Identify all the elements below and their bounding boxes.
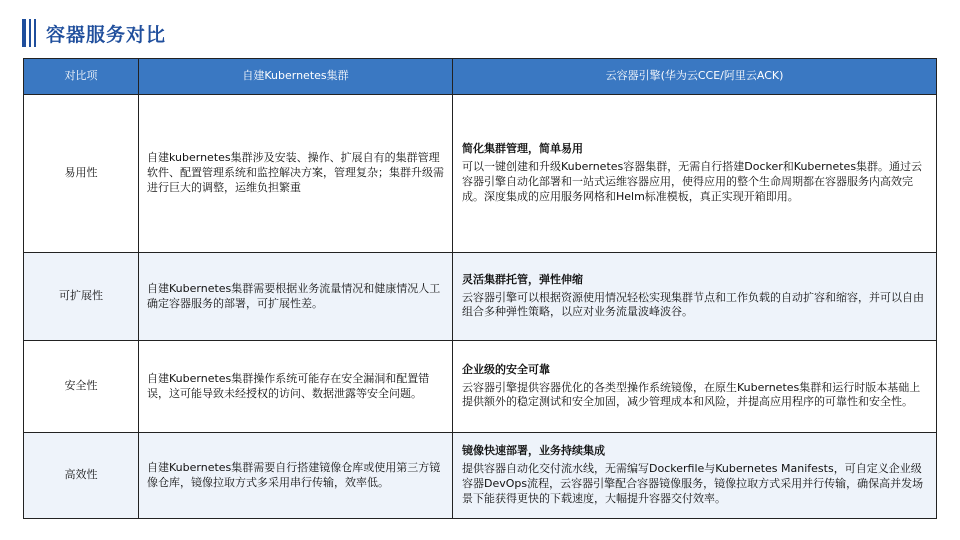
table-header-row — [24, 59, 937, 95]
page-title: 容器服务对比 — [46, 23, 167, 46]
self-built-cell: 自建Kubernetes集群需要根据业务流量情况和健康情况人工确定容器服务的部署，可扩展性差。 — [139, 253, 453, 341]
cloud-cell-desc: 提供容器自动化交付流水线，无需编写Dockerfile与Kubernetes Manifests，可自定义企业级容器DevOps流程，云容器引擎配合容器镜像服务，镜像拉取方式采用并行传输，确保高并发场景下能获得更快的下载速度，大幅提升容器交付效率。 — [462, 462, 924, 505]
cloud-cell — [453, 341, 937, 433]
cloud-cell-desc: 云容器引擎可以根据资源使用情况轻松实现集群节点和工作负载的自动扩容和缩容，并可以自由组合多种弹性策略，以应对业务流量波峰波谷。 — [462, 290, 924, 319]
self-built-cell: 自建Kubernetes集群操作系统可能存在安全漏洞和配置错误，这可能导致未经授权的访问、数据泄露等安全问题。 — [139, 341, 453, 433]
table-row — [24, 95, 937, 253]
header-cloud: 云容器引擎(华为云CCE/阿里云ACK) — [453, 59, 937, 95]
title-accent-icon — [22, 19, 36, 47]
cloud-cell — [453, 253, 937, 341]
comparison-table — [23, 58, 937, 519]
cloud-cell — [453, 433, 937, 519]
row-item-label: 安全性 — [24, 341, 139, 433]
title-bar — [22, 18, 166, 48]
row-item-label: 可扩展性 — [24, 253, 139, 341]
header-item: 对比项 — [24, 59, 139, 95]
table-row — [24, 341, 937, 433]
cloud-cell-title: 镜像快速部署，业务持续集成 — [462, 444, 605, 458]
table-row — [24, 433, 937, 519]
row-item-label: 易用性 — [24, 95, 139, 253]
self-built-cell: 自建kubernetes集群涉及安装、操作、扩展自有的集群管理软件、配置管理系统和监控解决方案，管理复杂；集群升级需进行巨大的调整，运维负担繁重 — [139, 95, 453, 253]
cloud-cell-title: 灵活集群托管，弹性伸缩 — [462, 272, 583, 286]
header-self-built: 自建Kubernetes集群 — [139, 59, 453, 95]
cloud-cell — [453, 95, 937, 253]
cloud-cell-desc: 云容器引擎提供容器优化的各类型操作系统镜像，在原生Kubernetes集群和运行时版本基础上提供额外的稳定测试和安全加固，减少管理成本和风险，并提高应用程序的可靠性和安全性。 — [462, 380, 921, 409]
cloud-cell-desc: 可以一键创建和升级Kubernetes容器集群，无需自行搭建Docker和Kubernetes集群。通过云容器引擎自动化部署和一站式运维容器应用，使得应用的整个生命周期都在容器服务内高效完成。深度集成的应用服务网格和Helm标准模板，真正实现开箱即用。 — [462, 160, 923, 203]
cloud-cell-title: 简化集群管理，简单易用 — [462, 142, 583, 156]
row-item-label: 高效性 — [24, 433, 139, 519]
table-row — [24, 253, 937, 341]
cloud-cell-title: 企业级的安全可靠 — [462, 362, 550, 376]
self-built-cell: 自建Kubernetes集群需要自行搭建镜像仓库或使用第三方镜像仓库，镜像拉取方式多采用串行传输，效率低。 — [139, 433, 453, 519]
